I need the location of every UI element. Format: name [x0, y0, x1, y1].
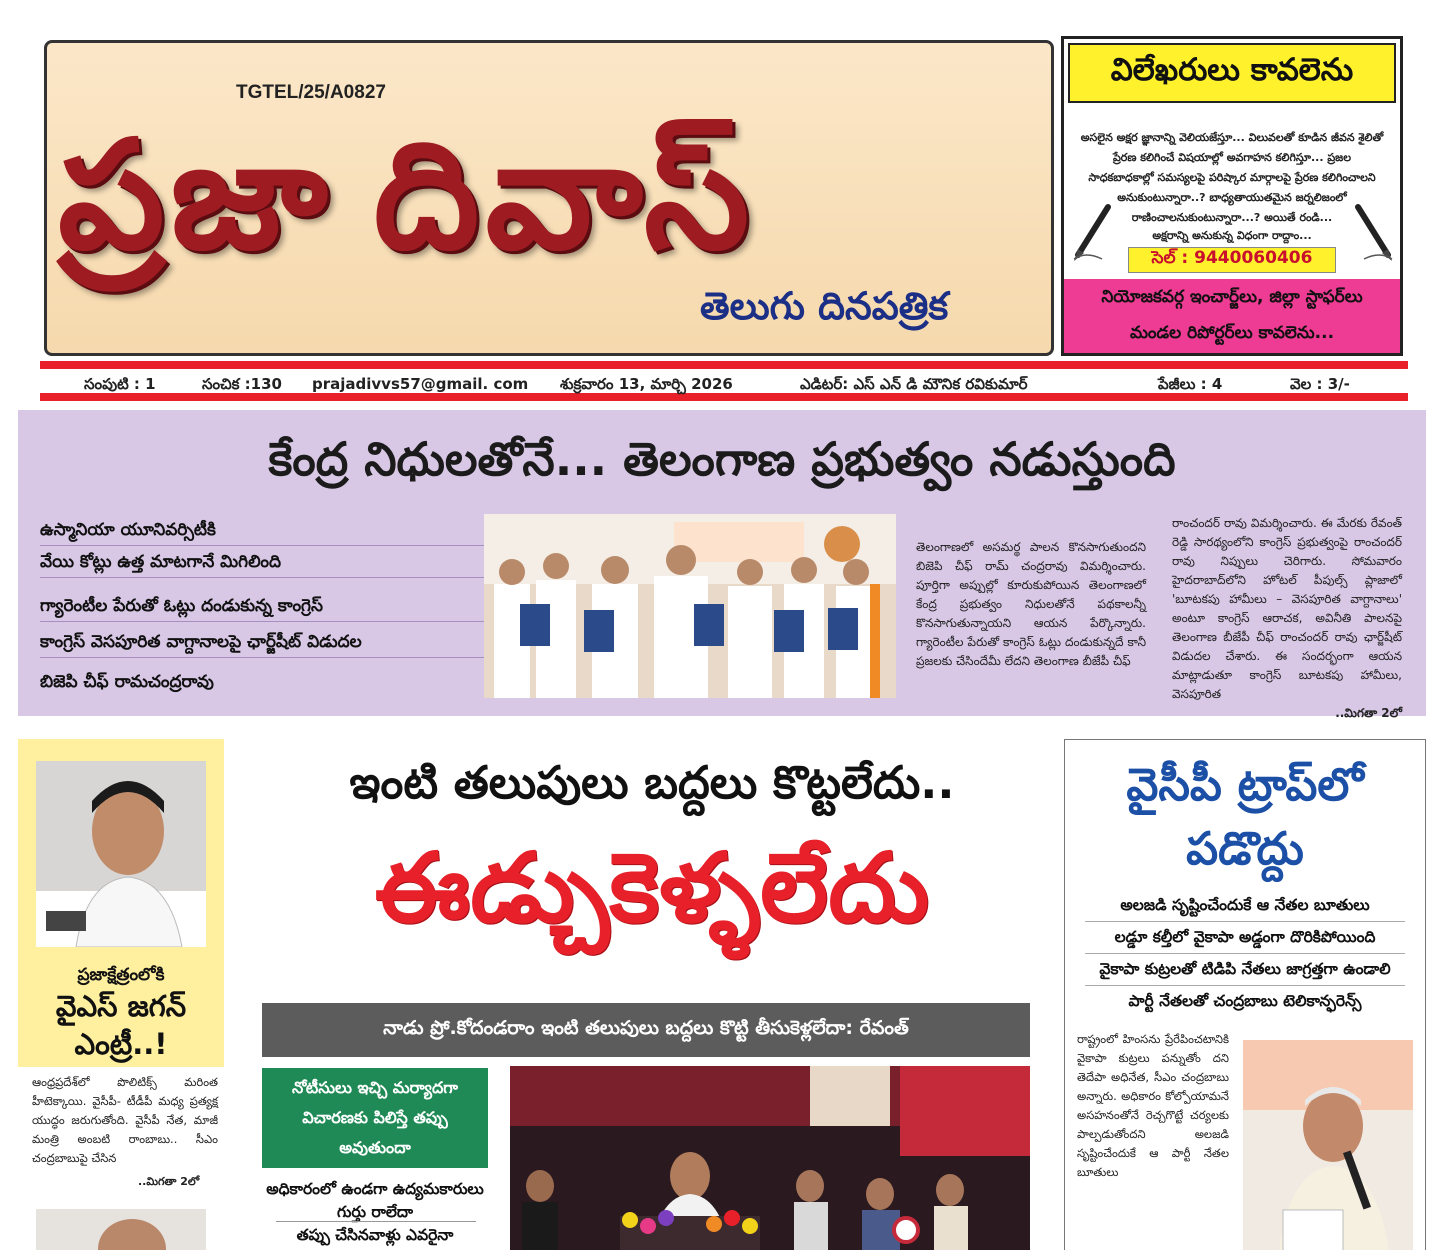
lead-bullet: గ్యారెంటీల పేరుతో ఓట్లు దండుకున్న కాంగ్రెస్	[40, 590, 484, 622]
main-subheadline: నాడు ప్రో.కోదండరాం ఇంటి తలుపులు బద్దలు కొట్టి తీసుకెళ్లలేదా: రేవంత్	[262, 1003, 1030, 1057]
lead-continued: ..మిగతా 2లో	[1335, 706, 1402, 720]
contact-email: prajadivvs57@gmail. com	[312, 375, 529, 393]
ad-pink-band	[1064, 279, 1400, 353]
right-story	[1064, 739, 1426, 1250]
lead-body-column-2: రాంచందర్ రావు విమర్శించారు. ఈ మేరకు రేవంత్ రెడ్డి సారథ్యంలోని కాంగ్రెస్ ప్రభుత్వంపై రాంచందర్ రావు నిప్పులు చెరిగారు. సోమవారం హైదరాబాద్‌లోని హోటల్ పీపుల్స్ ప్లాజాలో 'బూటకపు హామీలు – వెసపూరిత వాగ్దానాలు' అంటూ కాంగ్రెస్ ఆరాచక, అవినీతి పాలనపై తెలంగాణ బీజేపీ చీఫ్ రాంచందర్ రావు ఛార్జ్‌షీట్ విడుదల చేశారు. ఈ సందర్భంగా ఆయన మాట్లాడుతూ కాంగ్రెస్ బూటకపు హామీలు, వెసపూరిత ..మిగతా 2లో	[1172, 514, 1402, 723]
lead-bullet: కాంగ్రెస్ వెసపూరిత వాగ్దానాలపై ఛార్జ్‌షీట్ విడుదల	[40, 626, 484, 658]
left-headline-line-2: ఎంట్రీ..!	[74, 1027, 168, 1061]
ad-line: సాధకబాధకాల్లో సమస్యలపై పరిష్కార మార్గాలపై ప్రేరణ కలిగించాలని	[1088, 171, 1376, 184]
right-body-text: రాష్ట్రంలో హింసను ప్రేరేపించటానికి వైకాపా కుట్రలు పన్నుతోం దని తెదేపా అధినేత, సీఎం చంద్రబాబు అన్నారు. అధికారం కోల్పోయామనే అసహనంతోనే రెచ్చగొట్టే చర్యలకు పాల్పడుతోందని అలజడి సృష్టించేందుకే ఆ పార్టీ నేతల బూతులు	[1077, 1032, 1229, 1179]
editor-name: ఎడిటర్: ఎస్ ఎన్ డి మౌనిక రవికుమార్	[800, 375, 1028, 393]
main-quote-3: తప్పు చేసినవాళ్లు ఎవరైనా	[296, 1226, 454, 1244]
right-headline-line-2: పడొద్దు	[1186, 822, 1304, 875]
right-bullet: అలజడి సృష్టించేందుకే ఆ నేతల బూతులు	[1085, 890, 1405, 922]
jagan-portrait-photo	[36, 761, 206, 947]
newspaper-tagline: తెలుగు దినపత్రిక	[700, 284, 949, 328]
left-story	[18, 739, 224, 1250]
right-bullet: లడ్డూ కల్తీలో వైకాపా అడ్డంగా దొరికిపోయింది	[1085, 922, 1405, 954]
fountain-pen-icon	[1072, 201, 1114, 261]
main-quote-2: అధికారంలో ఉండగా ఉద్యమకారులు గుర్తు రాలేదా	[266, 1180, 484, 1221]
reporters-wanted-ad	[1061, 36, 1403, 356]
right-bullet: వైకాపా కుట్రలతో టిడిపి నేతలు జాగ్రత్తగా ఉండాలి	[1085, 954, 1405, 986]
newspaper-name-part1: ప్రజా	[58, 107, 334, 283]
issue-date: శుక్రవారం 13, మార్చి 2026	[560, 375, 733, 393]
main-kicker: ఇంటి తలుపులు బద్దలు కొట్టలేదు..	[349, 756, 955, 809]
ad-line: అనుకుంటున్నారా..? బాధ్యతాయుతమైన జర్నలిజంలో	[1117, 191, 1347, 204]
right-headline-line-1: వైసీపీ ట్రాప్‌లో	[1126, 758, 1364, 811]
ad-line: రాణించాలనుకుంటున్నారా...? అయితే రండి...	[1131, 211, 1333, 224]
lead-story	[18, 410, 1426, 720]
chandrababu-portrait-photo	[1243, 1040, 1413, 1250]
ad-pink-line: నియోజకవర్గ ఇంచార్జ్‌లు, జిల్లా స్టాఫర్‌లు	[1101, 287, 1363, 307]
lead-bullet: ఉస్మానియా యూనివర్సిటీకి	[40, 514, 484, 546]
main-quote-box	[262, 1068, 488, 1168]
issue-number: సంచిక :130	[202, 375, 282, 393]
ad-line: అసలైన అక్షర జ్ఞానాన్ని వెలియజేస్తూ... విలువలతో కూడిన జీవన శైలితో	[1080, 131, 1384, 144]
newspaper-name-part2: దివాస్	[373, 107, 756, 283]
ad-line: అక్షరాన్ని అనుకున్న విధంగా రాద్దాం...	[1152, 229, 1312, 242]
left-kicker: ప్రజాక్షేత్రంలోకి	[77, 965, 165, 985]
ad-pink-line: మండల రిపోర్టర్‌లు కావలెను...	[1129, 323, 1335, 343]
ad-title: విలేఖరులు కావలెను	[1068, 43, 1396, 103]
divider	[276, 1221, 476, 1222]
lead-bullet: వేయి కోట్లు ఉత్త మాటగానే మిగిలింది	[40, 546, 484, 578]
quote-line: విచారణకు పిలిస్తే తప్పు	[302, 1108, 448, 1127]
quote-line: నోటీసులు ఇచ్చి మర్యాదగా	[292, 1078, 458, 1097]
newspaper-name	[58, 95, 1038, 295]
second-portrait-photo	[36, 1209, 206, 1250]
registration-number: TGTEL/25/A0827	[236, 82, 386, 103]
lead-bullet: బిజెపి చీఫ్ రామచంద్రరావు	[40, 672, 214, 692]
lead-photo-chargesheet-release	[484, 514, 896, 698]
ad-line: ప్రేరణ కలిగించే విషయాల్లో అవగాహన కలిగిస్తూ... ప్రజల	[1112, 151, 1352, 164]
price: వెల : 3/-	[1290, 375, 1350, 393]
left-headline-line-1: వైఎస్ జగన్	[55, 989, 187, 1023]
main-photo-revanth-speech	[510, 1066, 1030, 1250]
lead-headline: కేంద్ర నిధులతోనే... తెలంగాణ ప్రభుత్వం నడుస్తుంది	[268, 432, 1176, 486]
volume-number: సంపుటి : 1	[84, 375, 156, 393]
ad-phone-number: సెల్ : 9440060406	[1128, 247, 1336, 273]
right-bullet: పార్టీ నేతలతో చంద్రబాబు టెలికాన్ఫరెన్స్	[1128, 992, 1362, 1010]
left-continued: ..మిగతా 2లో	[138, 1175, 200, 1188]
issue-info-bar	[40, 361, 1408, 401]
quote-line: అవుతుందా	[339, 1138, 411, 1157]
page-count: పేజీలు : 4	[1158, 375, 1223, 393]
fountain-pen-icon	[1352, 201, 1394, 261]
main-headline: ఈడ్చుకెళ్ళలేదు	[374, 832, 930, 944]
lead-body-column-1: తెలంగాణలో అసమర్థ పాలన కొనసాగుతుందని బిజెపి చీఫ్ రామ్ చంద్రరావు విమర్శించారు. పూర్తిగా అప్పుల్లో కూరుకుపోయిన తెలంగాణలో కేంద్ర ప్రభుత్వం నిధులతోనే పథకాలన్నీ కొనసాగుతున్నాయని ఆయన పేర్కొన్నారు. గ్యారెంటీల పేరుతో కాంగ్రెస్ ఓట్లు దండుకున్నదే కానీ ప్రజలకు చేసిందేమీ లేదని తెలంగాణ బీజేపీ చీఫ్	[916, 540, 1146, 668]
left-body-text: ఆంధ్రప్రదేశ్‌లో పొలిటిక్స్ మరింత హీటెక్కాయి. వైసీపీ- టీడీపీ మధ్య ప్రత్యక్ష యుద్ధం జరుగుతోంది. వైసీపీ నేత, మాజీ మంత్రి అంబటి రాంబాబు.. సీఎం చంద్రబాబుపై చేసిన	[32, 1075, 218, 1165]
